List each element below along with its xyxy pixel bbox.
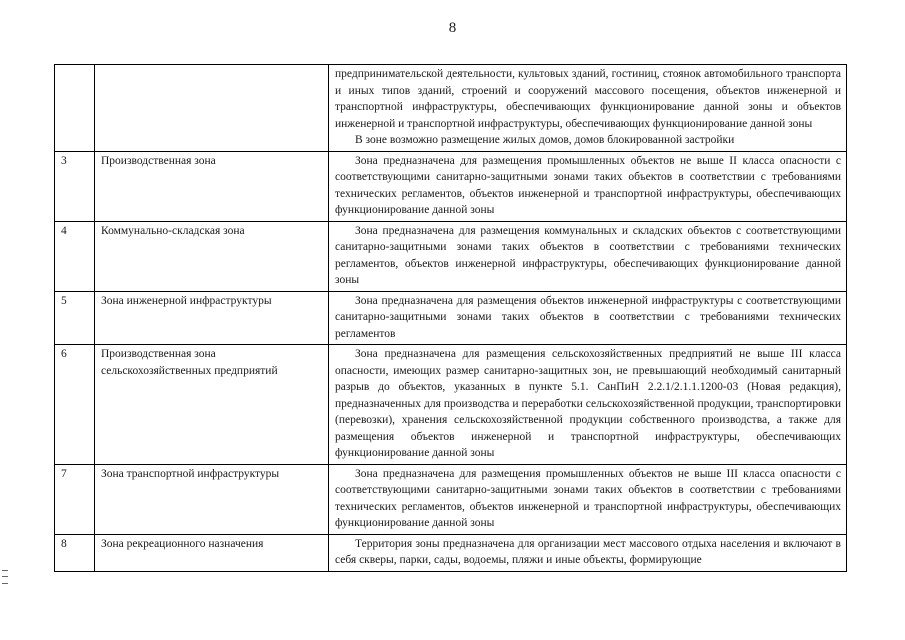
row-number: 4 — [55, 221, 95, 291]
table-row — [55, 464, 847, 534]
zone-description: Зона предназначена для размещения промышленных объектов не выше III класса опасности с соответствующими санитарно-защитными зонами таких объектов в соответствии с требованиями технических регламентов, объектов инженерной и транспортной инфраструктуры, обеспечивающих функционирование данной зоны — [335, 467, 841, 529]
zone-description-cell — [329, 291, 847, 345]
table-row-continued — [55, 65, 847, 152]
table-row — [55, 345, 847, 465]
row-number-cell — [55, 65, 95, 152]
table-row — [55, 291, 847, 345]
zone-name: Производственная зона — [95, 151, 329, 221]
scan-margin-mark — [2, 570, 8, 584]
zone-description-cell — [329, 151, 847, 221]
table-row — [55, 221, 847, 291]
zone-description-cell — [329, 345, 847, 465]
description-paragraph: предпринимательской деятельности, культовых зданий, гостиниц, стоянок автомобильного транспорта и иных типов зданий, строений и сооружений массового посещения, объектов инженерной и транспортной инфраструктуры, обеспечивающих функционирование данной зоны и объектов инженерной и транспортной инфраструктуры, обеспечивающих функционирование данной зоны — [335, 68, 841, 130]
row-number: 5 — [55, 291, 95, 345]
zone-name: Коммунально-складская зона — [95, 221, 329, 291]
zone-description-cell — [329, 534, 847, 571]
description-paragraph: В зоне возможно размещение жилых домов, домов блокированной застройки — [355, 134, 735, 146]
row-number: 6 — [55, 345, 95, 465]
table-row — [55, 534, 847, 571]
zone-description: Территория зоны предназначена для организации мест массового отдыха населения и включают в себя скверы, парки, сады, водоемы, пляжи и иные объекты, формирующие — [335, 537, 841, 566]
zone-name: Зона рекреационного назначения — [95, 534, 329, 571]
zone-description: Зона предназначена для размещения коммунальных и складских объектов с соответствующими санитарно-защитными зонами таких объектов в соответствии с требованиями технических регламентов, объектов инженерной инфраструктуры, обеспечивающих функционирование данной зоны — [335, 224, 841, 286]
zone-description-cell — [329, 464, 847, 534]
row-number: 8 — [55, 534, 95, 571]
page-number: 8 — [448, 20, 457, 36]
zone-name-cell — [95, 65, 329, 152]
zone-description: Зона предназначена для размещения объектов инженерной инфраструктуры с соответствующими санитарно-защитными зонами таких объектов в соответствии с требованиями технических регламентов — [335, 294, 841, 340]
row-number: 3 — [55, 151, 95, 221]
table-row — [55, 151, 847, 221]
zone-name: Зона инженерной инфраструктуры — [95, 291, 329, 345]
zone-description: Зона предназначена для размещения сельскохозяйственных предприятий не выше III класса опасности, имеющих размер санитарно-защитных зон, не превышающий необходимый санитарный разрыв до объектов, указанных в пункте 5.1. СанПиН 2.2.1/2.1.1.1200-03 (Новая редакция), предназначенных для производства и переработки сельскохозяйственной продукции, транспортировки (перевозки), хранения сельскохозяйственной продукции собственного производства, а также для размещения объектов инженерной и транспортной инфраструктуры, обеспечивающих функционирование данной зоны — [335, 348, 841, 459]
zones-table — [54, 64, 847, 572]
row-number: 7 — [55, 464, 95, 534]
zone-description-cell — [329, 221, 847, 291]
zone-name: Производственная зона сельскохозяйственных предприятий — [95, 345, 329, 465]
zone-description: Зона предназначена для размещения промышленных объектов не выше II класса опасности с соответствующими санитарно-защитными зонами таких объектов в соответствии с требованиями технических регламентов, объектов инженерной и транспортной инфраструктуры, обеспечивающих функционирование данной зоны — [335, 154, 841, 216]
zone-description-cell — [329, 65, 847, 152]
zone-name: Зона транспортной инфраструктуры — [95, 464, 329, 534]
